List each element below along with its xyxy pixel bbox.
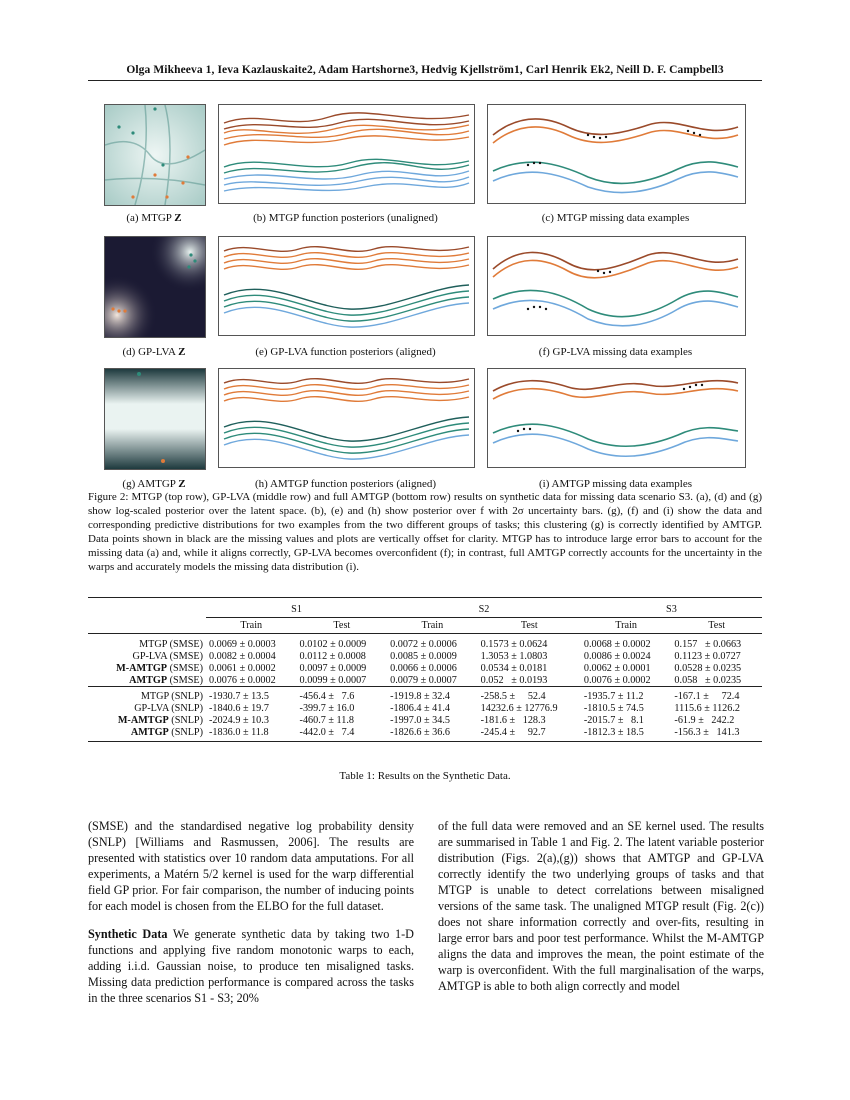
- table-cell: -2024.9 ± 10.3: [209, 714, 269, 726]
- table-cell: 0.0072 ± 0.0006: [390, 638, 457, 650]
- table-cell: 0.058 ± 0.0235: [674, 674, 742, 686]
- table-cell: 0.0085 ± 0.0009: [390, 650, 457, 662]
- col-header: Train: [387, 618, 478, 634]
- table-row: [88, 714, 762, 726]
- col-header: Test: [478, 618, 581, 634]
- table-cell: -460.7 ± 11.8: [299, 714, 354, 726]
- row-label: AMTGP (SMSE): [129, 674, 203, 686]
- paragraph: of the full data were removed and an SE kernel used. The results are summarised in Table 1 and Fig. 2. The latent variable posterior distribution (Figs. 2(a),(g)) shows that AMTGP and GP-LVA correctly identify the two underlying groups of tasks and that MTGP is unable to detect correlations between misaligned versions of the same task. The unaligned MTGP result (Fig. 2(c)) does not share information correctly and over-fits, resulting in large error bars and poor test performance. Whilst the M-AMTGP aligns the data and improves the mean, the point estimate of the warp is overconfident. With the full marginalisation of the warps, AMTGP is able to both align correctly and model: [438, 819, 764, 993]
- figure-caption: Figure 2: MTGP (top row), GP-LVA (middle row) and full AMTGP (bottom row) results on synthetic data for missing data scenario S3. (a), (d) and (g) show log-scaled posterior over the latent space. (b), (e) and (h) show posterior over f with 2σ uncertainty bars. (g), (f) and (i) show the data and corresponding predictive distributions for two examples from the two different groups of tasks; this clustering (g) is correctly identified by AMTGP. Data points shown in black are the missing values and plots are vertically offset for clarity. MTGP has to introduce large error bars to account for the missing data (a) and, while it aligns correctly, GP-LVA becomes overconfident (f); in contrast, full AMTGP correctly accounts for the uncertainty in the warps and accurately models the missing data distribution (i).: [88, 491, 762, 573]
- table-cell: -456.4 ± 7.6: [297, 687, 388, 703]
- table-cell: 0.0097 ± 0.0009: [299, 662, 367, 674]
- table-cell: -258.5 ± 52.4: [478, 687, 581, 703]
- table-cell: 0.0076 ± 0.0002: [583, 674, 651, 686]
- row-label: MTGP (SNLP): [88, 687, 206, 703]
- table-cell: 0.0528 ± 0.0235: [674, 662, 742, 674]
- table-cell: -1840.6 ± 19.7: [209, 702, 269, 714]
- col-header: Test: [297, 618, 388, 634]
- table-cell: 0.0066 ± 0.0006: [390, 662, 457, 674]
- col-header: Test: [671, 618, 762, 634]
- caption-d: (d) GP-LVA Z: [122, 346, 186, 358]
- table-cell: 0.0069 ± 0.0003: [209, 638, 276, 650]
- caption-f: (f) GP-LVA missing data examples: [538, 346, 693, 358]
- row-label: MTGP (SMSE): [139, 638, 203, 650]
- table-cell: -1826.6 ± 36.6: [387, 726, 478, 742]
- group-header-s2: S2: [387, 598, 581, 618]
- table-cell: 14232.6 ± 12776.9: [480, 702, 558, 714]
- table-cell: -1806.4 ± 41.4: [390, 702, 451, 714]
- left-column: [88, 818, 414, 1018]
- table-cell: -245.4 ± 92.7: [478, 726, 581, 742]
- panel-c-missing-data: [487, 104, 746, 204]
- panel-e-function-posteriors: [218, 236, 475, 336]
- table-caption: Table 1: Results on the Synthetic Data.: [339, 770, 511, 782]
- table-cell: 0.052 ± 0.0193: [480, 674, 548, 686]
- table-cell: -1930.7 ± 13.5: [206, 687, 297, 703]
- caption-c: (c) MTGP missing data examples: [541, 212, 690, 224]
- table-cell: 0.0102 ± 0.0009: [299, 638, 367, 650]
- row-label: GP-LVA (SNLP): [134, 702, 203, 714]
- row-label: M-AMTGP (SNLP): [117, 714, 203, 726]
- header-rule: [88, 80, 762, 81]
- panel-d-latent: [104, 236, 206, 338]
- table-cell: 0.0068 ± 0.0002: [583, 638, 651, 650]
- caption-i: (i) AMTGP missing data examples: [539, 478, 692, 490]
- col-header: Train: [206, 618, 297, 634]
- table-cell: -1997.0 ± 34.5: [390, 714, 451, 726]
- table-cell: -1935.7 ± 11.2: [581, 687, 672, 703]
- table-cell: 0.0086 ± 0.0024: [583, 650, 651, 662]
- table-cell: 0.0061 ± 0.0002: [209, 662, 276, 674]
- table-row: [88, 650, 762, 662]
- caption-g: (g) AMTGP Z: [122, 478, 186, 490]
- caption-e: (e) GP-LVA function posteriors (aligned): [255, 346, 436, 358]
- table-cell: 0.157 ± 0.0663: [674, 638, 742, 650]
- table-row: [88, 687, 762, 703]
- table-cell: 0.0079 ± 0.0007: [390, 674, 457, 686]
- table-row: [88, 674, 762, 687]
- table-cell: 0.0112 ± 0.0008: [299, 650, 366, 662]
- table-cell: -1812.3 ± 18.5: [581, 726, 672, 742]
- paragraph: Synthetic Data We generate synthetic data by taking two 1-D functions and applying five random monotonic warps to each, adding i.i.d. Gaussian noise, to produce ten misaligned tasks. Missing data prediction performance is compared across the tasks in the three scenarios S1 - S3; 20%: [88, 927, 414, 1005]
- panel-g-latent: [104, 368, 206, 470]
- section-heading: Synthetic Data: [88, 927, 168, 941]
- paragraph: (SMSE) and the standardised negative log probability density (SNLP) [Williams and Rasmussen, 2006]. The results are presented with statistics over 10 random data amputations. For all experiments, a Matérn 5/2 kernel is used for the warp differential field GP prior. For fair comparison, the number of inducing points for each model is chosen from the ELBO for the full dataset.: [88, 819, 414, 913]
- table-cell: 0.0099 ± 0.0007: [299, 674, 367, 686]
- col-header: Train: [581, 618, 672, 634]
- panel-f-missing-data: [487, 236, 746, 336]
- table-row: [88, 634, 762, 651]
- table-cell: 0.1573 ± 0.0624: [480, 638, 548, 650]
- table-cell: -1836.0 ± 11.8: [206, 726, 297, 742]
- author-header: Olga Mikheeva 1, Ieva Kazlauskaite2, Adam Hartshorne3, Hedvig Kjellström1, Carl Henrik Ek2, Neill D. F. Campbell3: [126, 64, 724, 76]
- table-cell: -399.7 ± 16.0: [299, 702, 355, 714]
- results-table: [88, 597, 762, 742]
- table-cell: -61.9 ± 242.2: [674, 714, 735, 726]
- table-cell: 0.0076 ± 0.0002: [209, 674, 276, 686]
- table-corner: [88, 598, 206, 618]
- row-label: AMTGP (SNLP): [88, 726, 206, 742]
- panel-b-function-posteriors: [218, 104, 475, 204]
- table-cell: -2015.7 ± 8.1: [583, 714, 644, 726]
- table-cell: -156.3 ± 141.3: [671, 726, 762, 742]
- table-cell: 0.0062 ± 0.0001: [583, 662, 651, 674]
- panel-i-missing-data: [487, 368, 746, 468]
- caption-a: (a) MTGP Z: [126, 212, 182, 224]
- group-header-s1: S1: [206, 598, 387, 618]
- table-cell: -442.0 ± 7.4: [297, 726, 388, 742]
- right-column: [438, 818, 764, 1006]
- panel-h-function-posteriors: [218, 368, 475, 468]
- table-cell: 1.3053 ± 1.0803: [480, 650, 548, 662]
- caption-b: (b) MTGP function posteriors (unaligned): [253, 212, 438, 224]
- table-cell: -1810.5 ± 74.5: [583, 702, 644, 714]
- table-cell: -1919.8 ± 32.4: [387, 687, 478, 703]
- table-cell: -167.1 ± 72.4: [671, 687, 762, 703]
- row-label: M-AMTGP (SMSE): [116, 662, 203, 674]
- panel-a-latent: [104, 104, 206, 206]
- row-label: GP-LVA (SMSE): [132, 650, 203, 662]
- table-cell: 0.0534 ± 0.0181: [480, 662, 548, 674]
- table-row: [88, 726, 762, 742]
- caption-h: (h) AMTGP function posteriors (aligned): [254, 478, 437, 490]
- table-cell: 0.0082 ± 0.0004: [209, 650, 276, 662]
- table-cell: 0.1123 ± 0.0727: [674, 650, 741, 662]
- table-row: [88, 702, 762, 714]
- table-cell: -181.6 ± 128.3: [480, 714, 546, 726]
- group-header-s3: S3: [581, 598, 762, 618]
- table-row: [88, 662, 762, 674]
- table-cell: 1115.6 ± 1126.2: [674, 702, 741, 714]
